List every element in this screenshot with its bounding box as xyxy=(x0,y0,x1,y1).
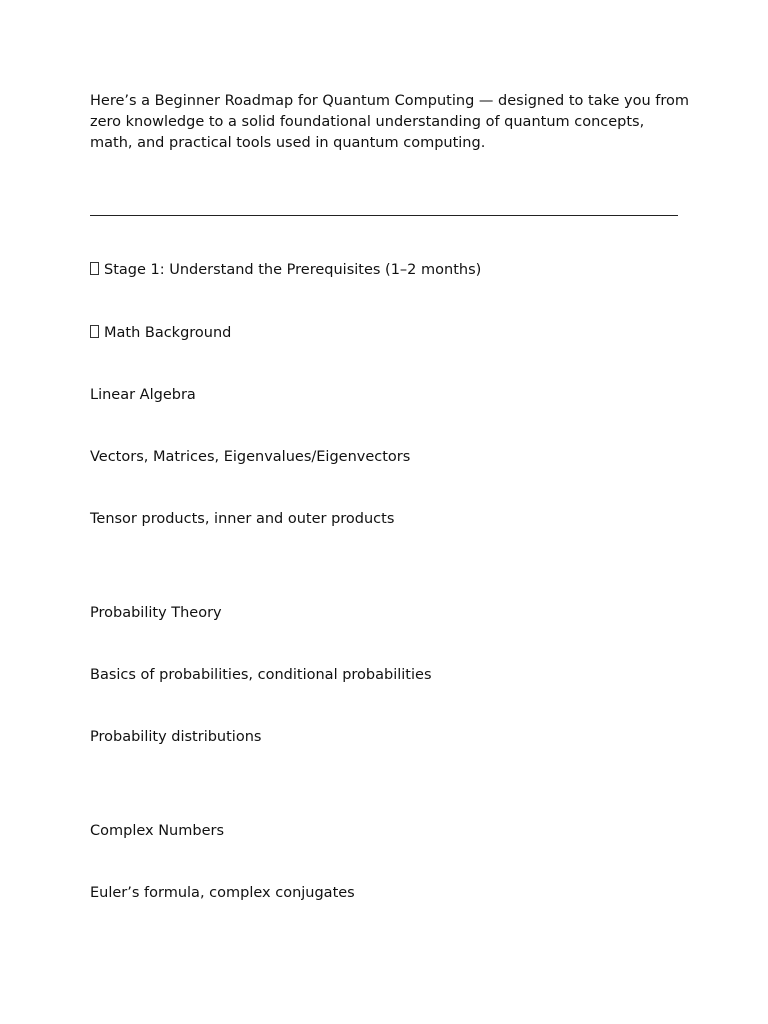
stage-1-title: Stage 1: Understand the Prerequisites (1–2 months) xyxy=(104,262,482,278)
missing-glyph-icon xyxy=(90,262,99,275)
linear-algebra-heading: Linear Algebra xyxy=(90,387,196,403)
math-background-title: Math Background xyxy=(104,325,232,341)
list-item: Tensor products, inner and outer products xyxy=(90,511,395,527)
list-item: Euler’s formula, complex conjugates xyxy=(90,885,355,901)
list-item: Vectors, Matrices, Eigenvalues/Eigenvectors xyxy=(90,449,411,465)
stage-1-heading xyxy=(90,260,481,280)
math-background-heading xyxy=(90,323,231,343)
horizontal-divider xyxy=(90,215,678,216)
probability-theory-heading: Probability Theory xyxy=(90,605,222,621)
intro-paragraph: Here’s a Beginner Roadmap for Quantum Computing — designed to take you from zero knowledge to a solid foundational understanding of quantum concepts, math, and practical tools used in quantum computing. xyxy=(90,93,689,151)
complex-numbers-heading: Complex Numbers xyxy=(90,823,225,839)
missing-glyph-icon xyxy=(90,325,99,338)
list-item: Basics of probabilities, conditional probabilities xyxy=(90,667,432,683)
list-item: Probability distributions xyxy=(90,729,262,745)
